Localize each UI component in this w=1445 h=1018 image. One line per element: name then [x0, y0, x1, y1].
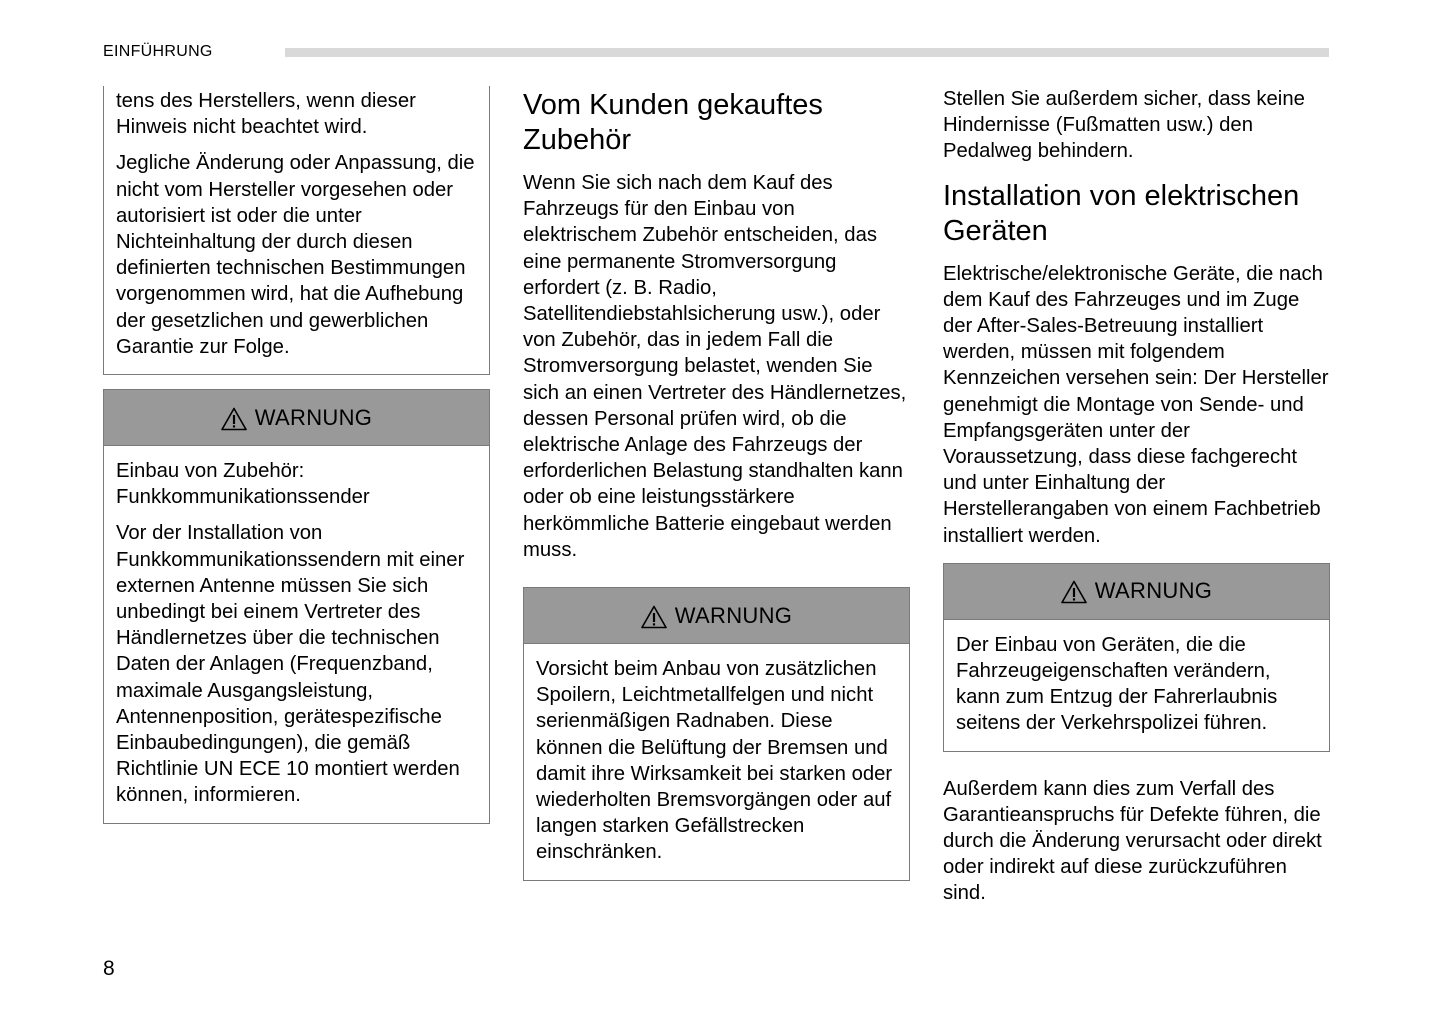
paragraph: Vor der Installation von Funkkommunikationssendern mit einer externen Antenne müssen Sie sich unbedingt bei einem Vertreter des Händlernetzes über die technischen Daten der Anlagen (Frequenzband, maximale Ausgangsleistung, Antennenposition, gerätespezifische Einbaubedingungen), die gemäß Richtlinie UN ECE 10 montiert werden können, informieren. [116, 522, 465, 807]
warning-body [104, 446, 489, 823]
warning-triangle-icon [641, 605, 667, 629]
warning-triangle-icon [1061, 580, 1087, 604]
warning-label: WARNUNG [254, 404, 373, 430]
column-middle [523, 86, 910, 881]
warning-triangle-icon [221, 407, 247, 431]
warning-box [943, 563, 1330, 752]
warning-header [944, 564, 1329, 620]
warning-header [524, 588, 909, 644]
paragraph: tens des Herstellers, wenn dieser Hinweis nicht beachtet wird. [116, 90, 416, 139]
section-heading: Vom Kunden gekauftes Zubehör [523, 89, 823, 156]
paragraph: Wenn Sie sich nach dem Kauf des Fahrzeugs für den Einbau von elektrischem Zubehör entscheiden, das eine permanente Stromversorgung erfordert (z. B. Radio, Satellitendiebstahlsicherung usw.), oder von Zubehör, das in jedem Fall die Stromversorgung belastet, wenden Sie sich an einen Vertreter des Händlernetzes, dessen Personal prüfen wird, ob die elektrische Anlage des Fahrzeugs der erforderlichen Belastung standhalten kann oder ob eine leistungsstärkere herkömmliche Batterie eingebaut werden muss. [523, 172, 907, 561]
paragraph: Vorsicht beim Anbau von zusätzlichen Spoilern, Leichtmetallfelgen und nicht serienmäßigen Radnaben. Diese können die Belüftung der Bremsen und damit ihre Wirksamkeit bei starken oder wiederholten Bremsvorgängen oder auf langen starken Gefällstrecken einschränken. [536, 658, 893, 864]
paragraph: Einbau von Zubehör: Funkkommunikationssender [116, 460, 370, 509]
warning-box [103, 389, 490, 824]
warning-header [104, 390, 489, 446]
warning-body [524, 644, 909, 880]
warning-label: WARNUNG [1094, 578, 1213, 604]
paragraph: Der Einbau von Geräten, die die Fahrzeugeigenschaften verändern, kann zum Entzug der Fahrerlaubnis seitens der Verkehrspolizei führen. [956, 633, 1278, 735]
section-heading: Installation von elektrischen Geräten [943, 179, 1300, 247]
column-right [943, 86, 1330, 907]
column-left [103, 86, 490, 824]
continued-warning-box [103, 86, 490, 375]
section-rule [285, 48, 1329, 57]
paragraph: Außerdem kann dies zum Verfall des Garantieanspruchs für Defekte führen, die durch die Änderung verursacht oder direkt oder indirekt auf diese zurückzuführen sind. [943, 777, 1322, 905]
warning-label: WARNUNG [674, 602, 793, 628]
page-number: 8 [103, 957, 115, 980]
section-title: EINFÜHRUNG [103, 43, 213, 60]
paragraph: Elektrische/elektronische Geräte, die nach dem Kauf des Fahrzeuges und im Zuge der After-Sales-Betreuung installiert werden, müssen mit folgendem Kennzeichen versehen sein: Der Hersteller genehmigt die Montage von Sende- und Empfangsgeräten unter der Voraussetzung, dass diese fachgerecht und unter Einhaltung der Herstellerangaben von einem Fachbetrieb installiert werden. [943, 262, 1329, 547]
paragraph: Stellen Sie außerdem sicher, dass keine Hindernisse (Fußmatten usw.) den Pedalweg behindern. [943, 88, 1305, 163]
paragraph: Jegliche Änderung oder Anpassung, die nicht vom Hersteller vorgesehen oder autorisiert ist oder die unter Nichteinhaltung der durch diesen definierten technischen Bestimmungen vorgenommen wird, hat die Aufhebung der gesetzlichen und gewerblichen Garantie zur Folge. [116, 152, 475, 358]
warning-body [944, 620, 1329, 751]
warning-box [523, 587, 910, 881]
